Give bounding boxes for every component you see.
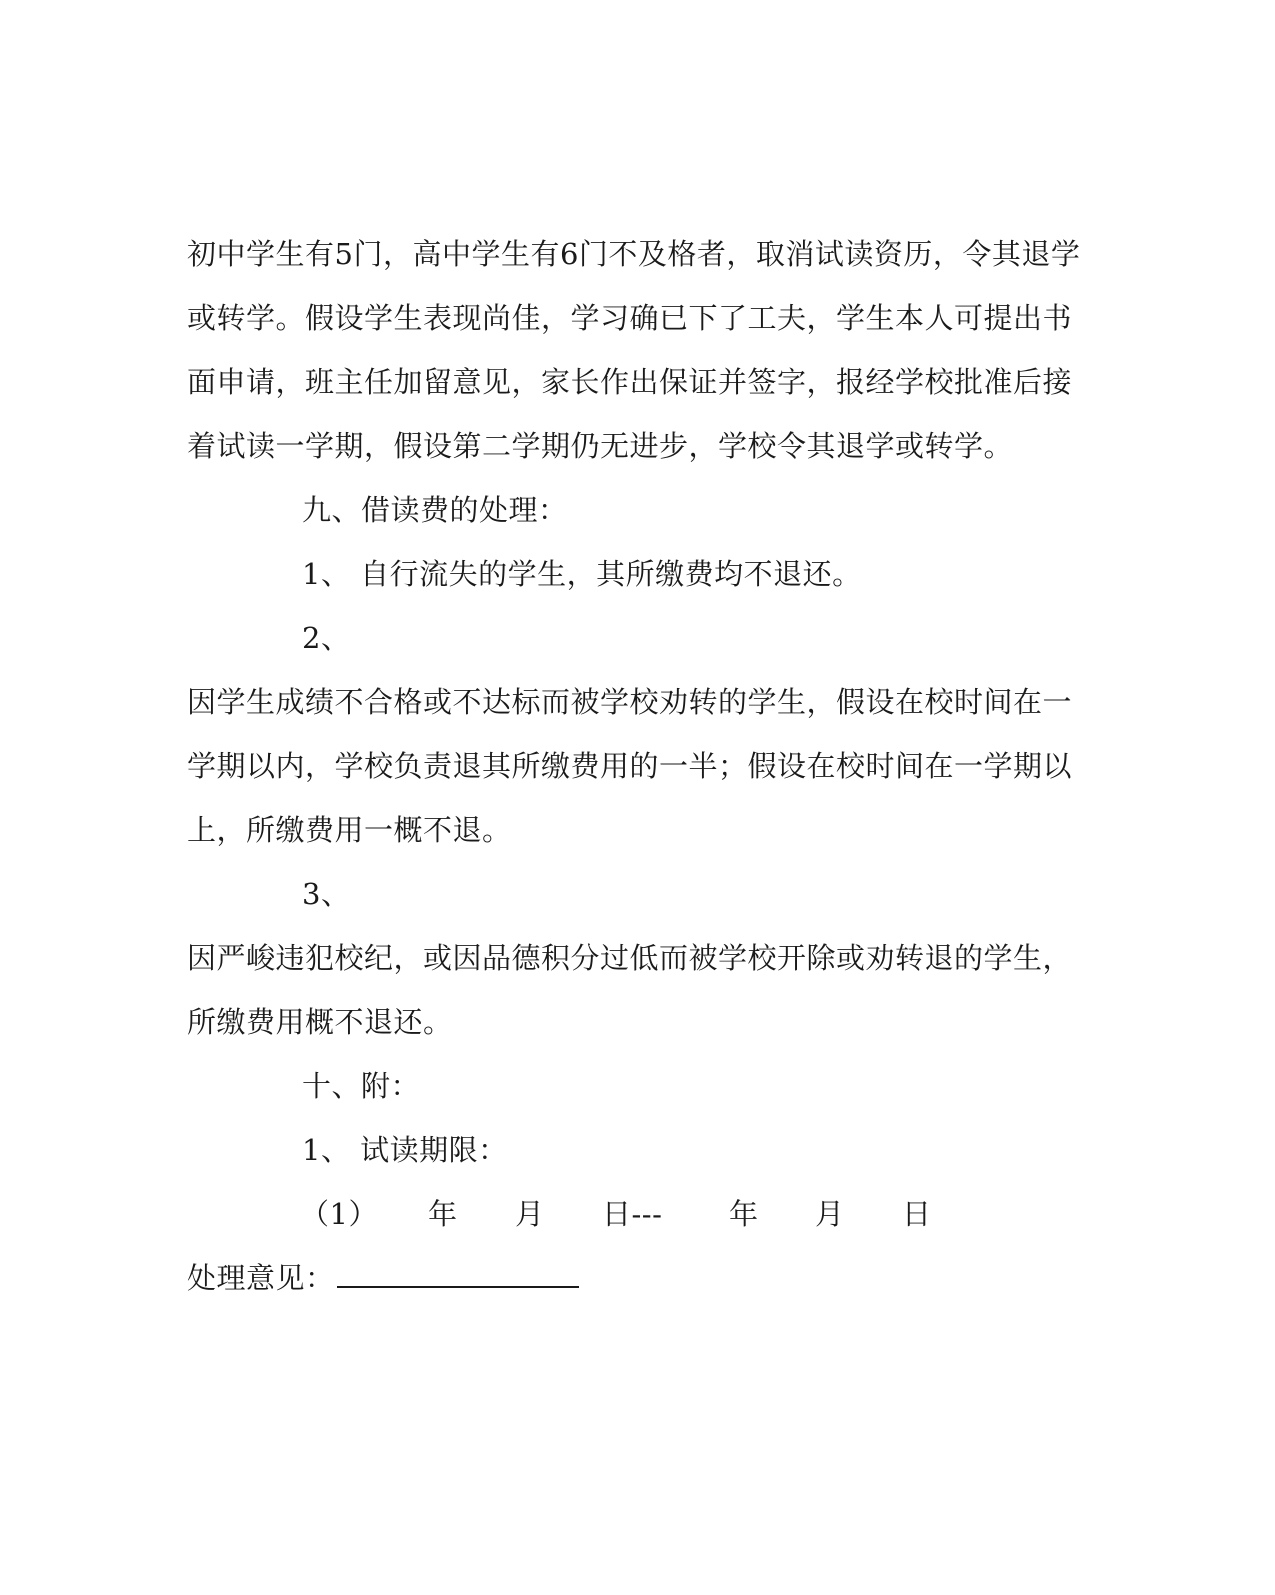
start-year-label: 年 bbox=[428, 1197, 458, 1231]
start-day-label: 日--- bbox=[602, 1197, 663, 1231]
end-month-label: 月 bbox=[815, 1197, 845, 1231]
paragraph-line: 所缴费用概不退还。 bbox=[187, 1005, 453, 1039]
opinion-row bbox=[187, 1260, 579, 1296]
list-item: 1、 自行流失的学生，其所缴费均不退还。 bbox=[302, 557, 862, 591]
paragraph-line: 因学生成绩不合格或不达标而被学校劝转的学生，假设在校时间在一 bbox=[187, 685, 1073, 719]
paragraph-line: 初中学生有5门，高中学生有6门不及格者，取消试读资历，令其退学 bbox=[187, 237, 1081, 271]
date-row-number: （1） bbox=[300, 1197, 378, 1231]
list-item: 1、 试读期限： bbox=[302, 1133, 508, 1167]
list-item-number: 3、 bbox=[302, 877, 351, 911]
opinion-label: 处理意见： bbox=[187, 1261, 335, 1295]
paragraph-line: 面申请，班主任加留意见，家长作出保证并签字，报经学校批准后接 bbox=[187, 365, 1073, 399]
trial-period-date-row bbox=[0, 1196, 1275, 1232]
start-month-label: 月 bbox=[515, 1197, 545, 1231]
paragraph-line: 着试读一学期，假设第二学期仍无进步，学校令其退学或转学。 bbox=[187, 429, 1014, 463]
end-year-label: 年 bbox=[729, 1197, 759, 1231]
list-item-number: 2、 bbox=[302, 621, 351, 655]
paragraph-line: 或转学。假设学生表现尚佳，学习确已下了工夫，学生本人可提出书 bbox=[187, 301, 1073, 335]
paragraph-line: 因严峻违犯校纪，或因品德积分过低而被学校开除或劝转退的学生， bbox=[187, 941, 1073, 975]
opinion-blank-line bbox=[337, 1262, 579, 1288]
end-day-label: 日 bbox=[902, 1197, 932, 1231]
paragraph-line: 上，所缴费用一概不退。 bbox=[187, 813, 512, 847]
section-heading-9: 九、借读费的处理： bbox=[302, 493, 568, 527]
section-heading-10: 十、附： bbox=[302, 1069, 421, 1103]
paragraph-line: 学期以内，学校负责退其所缴费用的一半；假设在校时间在一学期以 bbox=[187, 749, 1073, 783]
